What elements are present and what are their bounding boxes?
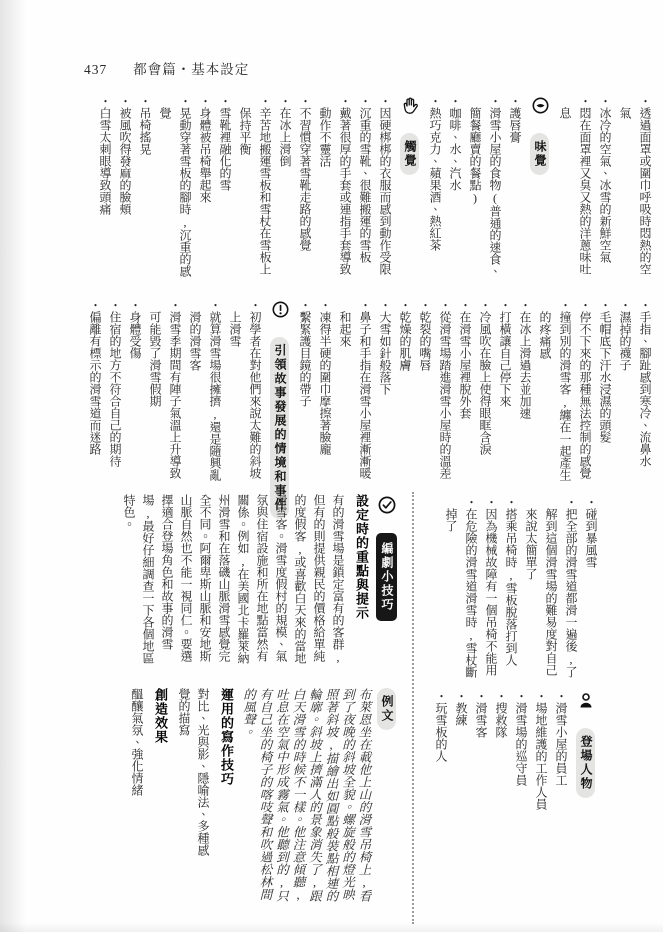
- list-item: ・ 滑雪季期間有陣子氣溫上升導致可能毀了滑雪假期: [145, 299, 185, 483]
- list-item: ・ 吊椅搖晃: [135, 95, 155, 279]
- list-item: ・ 在滑雪小屋裡脫外套: [455, 299, 475, 483]
- list-item: ・ 乾燥的肌膚: [395, 299, 415, 483]
- band-bottom-2: [411, 690, 601, 920]
- hand-icon: [402, 97, 418, 114]
- list-item: ・ 辛苦地搬運雪板和雪杖在雪板上保持平衡: [235, 95, 275, 279]
- mouth-icon: [532, 97, 549, 114]
- page-number: 437: [84, 62, 108, 77]
- tips-section-header: [376, 494, 397, 684]
- list-item: ・ 搜救隊: [491, 690, 511, 920]
- list-item: ・ 滑雪小屋的食物(普通的速食、簡餐廳賣的餐點): [465, 95, 505, 279]
- list-item: ・ 打橫讓自己停下來: [495, 299, 515, 483]
- example-section: [52, 688, 402, 926]
- list-item: ・ 初學者在對他們來說太難的斜坡上滑雪: [225, 299, 265, 483]
- list-item: ・ 身體被吊椅舉起來: [195, 95, 215, 279]
- characters-badge: 登場人物: [576, 728, 595, 798]
- effects-body: 醞釀氣氛、強化情緒: [130, 688, 144, 796]
- list-item: ・ 白雪太刺眼導致頭痛: [95, 95, 115, 279]
- list-item: ・ 透過面罩或圍巾呼吸時悶熱的空氣: [615, 95, 655, 279]
- example-body: 布萊恩坐在載他上山的滑雪吊椅上,看到了夜晚的斜坡全貌。螺旋般的燈光映照著斜坡,描繪出如圓點般裝點相連的輪廓。斜坡上擠滿人的景象消失了,跟白天滑雪的時候不一樣。他注意傾聽,吐息在空氣中形成霧氣。他聽到的,只有自己坐的椅子的喀吱聲和吹過松林間的風聲。: [241, 688, 371, 902]
- list-item: ・ 悶在面罩裡又臭又熱的洋蔥味吐息: [555, 95, 595, 279]
- list-item: ・ 繫緊護目鏡的帶子: [295, 299, 315, 483]
- list-item: ・ 戴著很厚的手套或連指手套導致動作不靈活: [315, 95, 355, 279]
- list-item: ・ 不習慣穿著雪靴走路的感覺: [295, 95, 315, 279]
- techniques-heading: 運用的寫作技巧: [219, 688, 234, 786]
- exclamation-circle-icon: [272, 301, 289, 318]
- band-bottom-1: [411, 496, 601, 680]
- list-item: ・ 場地維護的工作人員: [531, 690, 551, 920]
- list-item: ・ 濕掉的襪子: [615, 299, 635, 483]
- taste-badge: 味覺: [530, 133, 549, 175]
- list-item: ・ 把全部的滑雪道都滑一遍後,了解到這個滑雪場的難易度對自己來說太簡單了: [521, 496, 581, 680]
- characters-section-header: [576, 690, 596, 920]
- tips-badge: 編劇小技巧: [376, 533, 397, 621]
- list-item: ・ 在危險的滑雪道滑雪時,雪杖斷掉了: [441, 496, 481, 680]
- list-item: ・ 滑雪場的巡守員: [511, 690, 531, 920]
- list-item: ・ 撞到別的滑雪客,纏在一起產生的疼痛感: [535, 299, 575, 483]
- bottom-right-region: [411, 496, 601, 924]
- page-header: [84, 58, 249, 78]
- band-top-2: [56, 299, 655, 512]
- list-item: ・ 就算滑雪場很擁擠,還是隨興亂滑的滑雪客: [185, 299, 225, 483]
- list-item: ・ 凍得半硬的圍巾摩擦著臉龐: [315, 299, 335, 483]
- check-circle-icon: [378, 496, 396, 514]
- list-item: ・ 玩雪板的人: [431, 690, 451, 920]
- list-item: ・ 冰冷的空氣、冰雪的新鮮空氣: [595, 95, 615, 279]
- tips-section: [96, 494, 402, 684]
- list-item: ・ 晃動穿著雪板的腳時,沉重的感覺: [155, 95, 195, 279]
- list-item: ・ 搭乘吊椅時,雪板脫落打到人: [501, 496, 521, 680]
- list-item: ・ 偏離有標示的滑雪道而迷路: [85, 299, 105, 483]
- list-item: ・ 雪靴裡融化的雪: [215, 95, 235, 279]
- list-item: ・ 被風吹得發麻的臉頰: [115, 95, 135, 279]
- tips-heading: 設定時的重點與提示: [354, 494, 369, 620]
- list-item: ・ 滑雪小屋的員工: [551, 690, 571, 920]
- example-section-header: [377, 688, 397, 926]
- techniques-body: 對比、光與影、隱喻法、多種感覺的描寫: [177, 688, 210, 856]
- list-item: ・ 熱巧克力、蘋果酒、熱紅茶: [425, 95, 445, 279]
- list-item: ・ 碰到暴風雪: [581, 496, 601, 680]
- list-item: ・ 大雪如針般落下: [375, 299, 395, 483]
- list-item: ・ 在冰上滑倒: [275, 95, 295, 279]
- list-item: ・ 護唇膏: [505, 95, 525, 279]
- list-item: ・ 從滑雪場踏進滑雪小屋時的溫差: [435, 299, 455, 483]
- effects-heading: 創造效果: [153, 688, 168, 744]
- list-item: ・ 沉重的雪靴、很難搬運的雪板: [355, 95, 375, 279]
- events-section-header: [270, 299, 290, 512]
- list-item: ・ 住宿的地方不符合自己的期待: [105, 299, 125, 483]
- touch-badge: 觸覺: [400, 133, 419, 175]
- taste-section-header: [530, 95, 550, 279]
- list-item: ・ 鼻子和手指在滑雪小屋裡漸漸暖和起來: [335, 299, 375, 483]
- list-item: ・ 在冰上滑過去並加速: [515, 299, 535, 483]
- dotted-divider: [412, 492, 414, 924]
- list-item: ・ 冷風吹在臉上使得眼眶含淚: [475, 299, 495, 483]
- list-item: ・ 手指、腳趾感到寒冷、流鼻水: [635, 299, 655, 483]
- example-badge: 例文: [377, 688, 396, 730]
- list-item: ・ 乾裂的嘴唇: [415, 299, 435, 483]
- list-item: ・ 因硬梆梆的衣服而感到動作受限: [375, 95, 395, 279]
- list-item: ・ 教練: [451, 690, 471, 920]
- tips-body: 有的滑雪場是鎖定富有的客群,但有的則提供親民的價格給單純的度假客,或喜歡白天來的當地滑雪客。滑雪度假村的規模、氣氛與住宿設施和所在地點當然有關係。例如,在美國北卡羅萊納州滑雪和在落磯山脈滑雪感覺完全不同。阿爾卑斯山脈和安地斯山脈自然也不能一視同仁。要選擇適合登場角色和故事的滑雪場,最好仔細調查一下各個地區特色。: [122, 494, 345, 664]
- band-top-1: [56, 95, 655, 279]
- list-item: ・ 停不下來的那種無法控制的感覺: [575, 299, 595, 483]
- list-item: ・ 滑雪客: [471, 690, 491, 920]
- list-item: ・ 身體受傷: [125, 299, 145, 483]
- breadcrumb: 都會篇・基本設定: [133, 62, 250, 77]
- list-item: ・ 毛帽底下汗水浸濕的頭髮: [595, 299, 615, 483]
- events-badge: 引領故事發展的情境和事件: [270, 337, 289, 519]
- person-icon: [578, 692, 594, 709]
- touch-section-header: [400, 95, 420, 279]
- list-item: ・ 因為機械故障有一個吊椅不能用: [481, 496, 501, 680]
- list-item: ・ 咖啡、水、汽水: [445, 95, 465, 279]
